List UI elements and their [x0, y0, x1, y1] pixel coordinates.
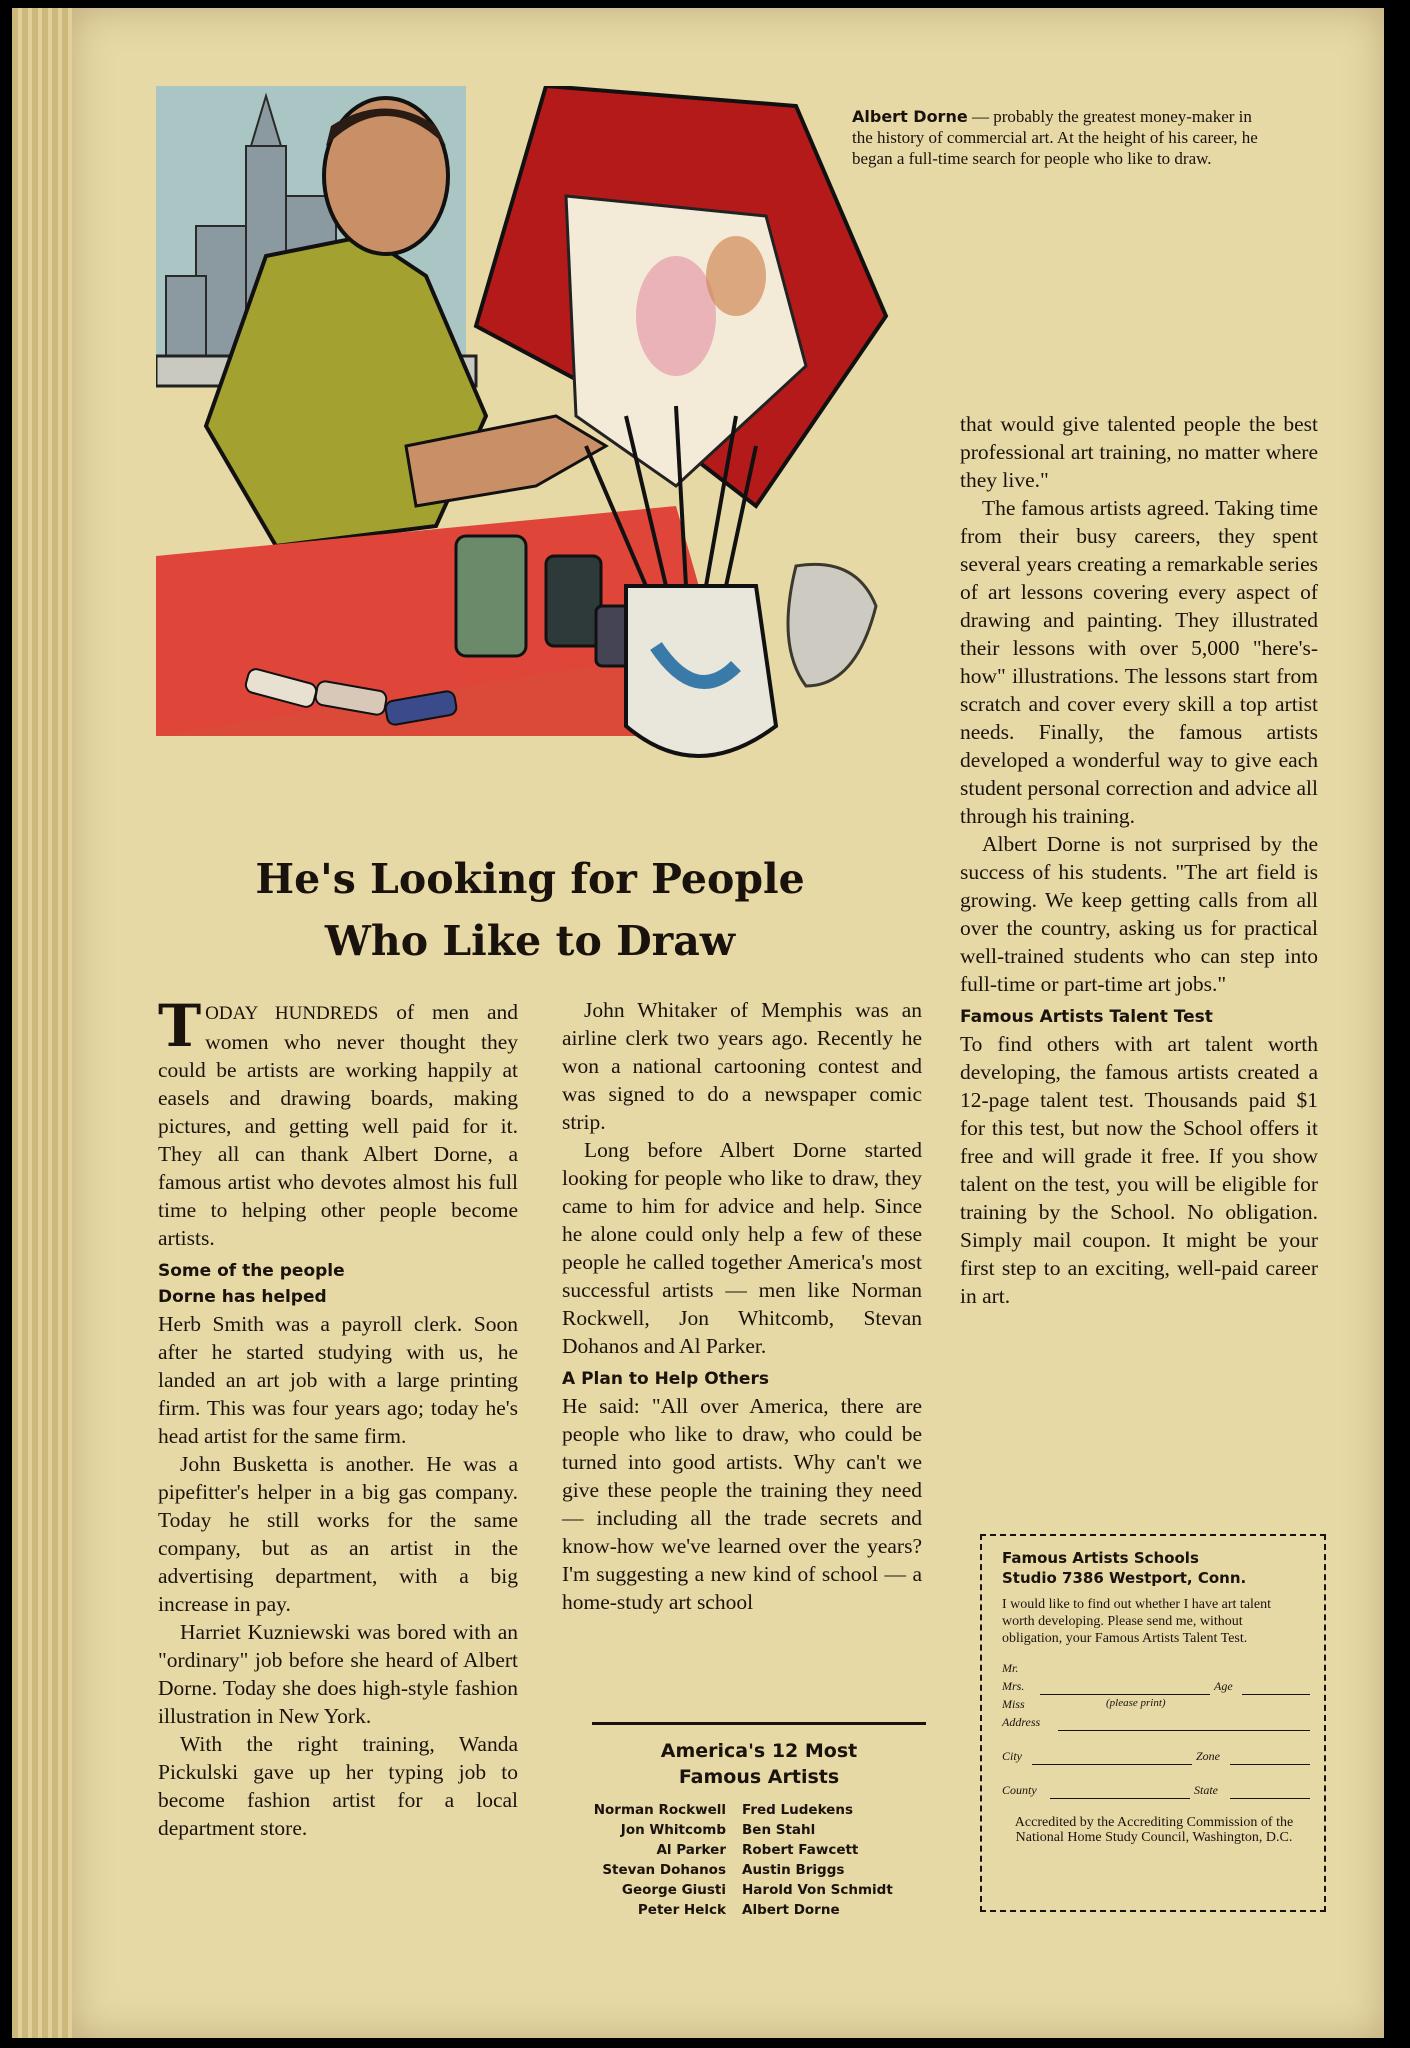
paragraph: Long before Albert Dorne started looking for people who like to draw, they came to him for advice and help. Since he alone could only help a few of these people he called together America's most successful artists — men like Norman Rockwell, Jon Whitcomb, Stevan Dohanos and Al Parker.	[562, 1138, 922, 1358]
coupon-school: Famous Artists Schools	[1002, 1549, 1199, 1567]
intro-paragraph	[158, 992, 519, 1252]
subhead-people-helped	[158, 1258, 518, 1310]
field-county-state[interactable]	[1002, 1783, 1306, 1801]
coupon-studio: Studio 7386 Westport, Conn.	[1002, 1569, 1247, 1587]
caption-text: — probably the greatest money-maker in the history of commercial art. At the height of his career, he began a full-time search for people who like to draw.	[852, 107, 1258, 168]
field-address[interactable]	[1002, 1715, 1306, 1733]
paragraph: that would give talented people the best professional art training, no matter where they live."	[960, 412, 1318, 492]
drop-cap: T	[158, 992, 202, 1060]
label-city: City	[1002, 1749, 1022, 1763]
article-column-2	[562, 996, 922, 1616]
famous-title-line-2: Famous Artists	[678, 1766, 840, 1788]
headline	[180, 848, 880, 972]
headline-line-2: Who Like to Draw	[324, 917, 736, 965]
mail-coupon[interactable]	[980, 1534, 1326, 1912]
paragraph: Harriet Kuzniewski was bored with an "ordinary" job before she heard of Albert Dorne. Today she does high-style fashion illustration in New York.	[158, 1620, 518, 1728]
paragraph: The famous artists agreed. Taking time from their busy careers, they spent several years creating a remarkable series of art lessons covering every aspect of drawing and painting. They illustrated their lessons with over 5,000 "here's-how" illustrations. The lessons start from scratch and cover every skill a top artist needs. Finally, the famous artists developed a wonderful way to give each student personal correction and advice all through his training.	[960, 496, 1318, 828]
coupon-accreditation: Accredited by the Accrediting Commission of the National Home Study Council, Washington, D.C.	[1014, 1815, 1294, 1845]
paragraph: Albert Dorne is not surprised by the success of his students. "The art field is growing. We keep getting calls from all over the country, asking us for practical well-trained students who can step into full-time or part-time art jobs."	[960, 832, 1318, 996]
famous-artists-title	[592, 1738, 926, 1790]
artist-name: Austin Briggs	[742, 1862, 845, 1878]
artist-name: Ben Stahl	[742, 1822, 816, 1838]
artist-name: Fred Ludekens	[742, 1802, 853, 1818]
paragraph: John Whitaker of Memphis was an airline clerk two years ago. Recently he won a national cartooning contest and was signed to do a newspaper comic strip.	[562, 998, 922, 1134]
paragraph: With the right training, Wanda Pickulski gave up her typing job to become fashion artist for a local department store.	[158, 1732, 518, 1840]
artist-name: Al Parker	[656, 1842, 726, 1858]
label-address: Address	[1002, 1715, 1041, 1729]
label-mr: Mr.	[1002, 1661, 1019, 1675]
label-county: County	[1002, 1783, 1037, 1797]
intro-lead: ODAY HUNDREDS	[205, 1003, 379, 1024]
famous-title-line-1: America's 12 Most	[660, 1740, 858, 1762]
glass-bowl	[788, 564, 876, 686]
field-mr[interactable]	[1002, 1661, 1306, 1679]
paragraph: Herb Smith was a payroll clerk. Soon after he started studying with us, he landed an art job with a large printing firm. This was four years ago; today he's head artist for the same firm.	[158, 1312, 518, 1448]
artist-name: Harold Von Schmidt	[742, 1882, 893, 1898]
article-column-1	[158, 992, 519, 1842]
paragraph: John Busketta is another. He was a pipefitter's helper in a big gas company. Today he still works for the same company, but as an artist in the advertising department, with a big increase in pay.	[158, 1452, 518, 1616]
label-age: Age	[1214, 1679, 1233, 1693]
print-hint: (please print)	[1106, 1697, 1166, 1709]
artist-name: Peter Helck	[637, 1902, 726, 1918]
brush-jar	[626, 586, 776, 756]
artist-names-right	[742, 1800, 932, 1920]
caption-name: Albert Dorne	[852, 107, 968, 126]
label-miss: Miss	[1002, 1697, 1025, 1711]
article-column-3	[960, 410, 1318, 1310]
artist-illustration	[156, 86, 906, 828]
subhead-plan: A Plan to Help Others	[562, 1369, 769, 1389]
subhead-line-2: Dorne has helped	[158, 1287, 327, 1307]
illustration-caption	[852, 106, 1272, 169]
artist-names-left	[560, 1800, 726, 1920]
coupon-body: I would like to find out whether I have art talent worth developing. Please send me, without obligation, your Famous Artists Talent Test.	[1002, 1597, 1272, 1646]
headline-line-1: He's Looking for People	[255, 855, 805, 903]
field-city-zone[interactable]	[1002, 1749, 1306, 1767]
artist-name: Albert Dorne	[742, 1902, 840, 1918]
paragraph: He said: "All over America, there are people who like to draw, who could be turned into good artists. Why can't we give these people the training they need — including all the trade secrets and know-how we've learned over the years? I'm suggesting a new kind of school — a home-study art school	[562, 1394, 922, 1614]
subhead-talent-test: Famous Artists Talent Test	[960, 1007, 1213, 1027]
artist-name: Norman Rockwell	[593, 1802, 726, 1818]
label-mrs: Mrs.	[1002, 1679, 1025, 1693]
field-mrs-age[interactable]	[1002, 1679, 1306, 1697]
divider-rule	[592, 1722, 926, 1725]
field-miss[interactable]	[1002, 1697, 1306, 1715]
subhead-line-1: Some of the people	[158, 1261, 345, 1281]
paragraph: To find others with art talent worth developing, the famous artists created a 12-page talent test. Thousands paid $1 for this test, but now the School offers it free and will grade it free. If you show talent on the test, you will be eligible for training by the School. No obligation. Simply mail coupon. It might be your first step to an exciting, well-paid career in art.	[960, 1032, 1318, 1308]
intro-text: of men and women who never thought they could be artists are working happily at easels and drawing boards, making pictures, and getting well paid for it. They all can thank Albert Dorne, a famous artist who devotes almost his full time to helping other people become artists.	[158, 1000, 519, 1250]
artist-name: Stevan Dohanos	[602, 1862, 726, 1878]
label-zone: Zone	[1196, 1749, 1220, 1763]
artist-name: Robert Fawcett	[742, 1842, 859, 1858]
artist-name: George Giusti	[621, 1882, 726, 1898]
artist-name: Jon Whitcomb	[620, 1822, 726, 1838]
label-state: State	[1194, 1783, 1218, 1797]
page-edge-stack	[12, 8, 72, 2038]
